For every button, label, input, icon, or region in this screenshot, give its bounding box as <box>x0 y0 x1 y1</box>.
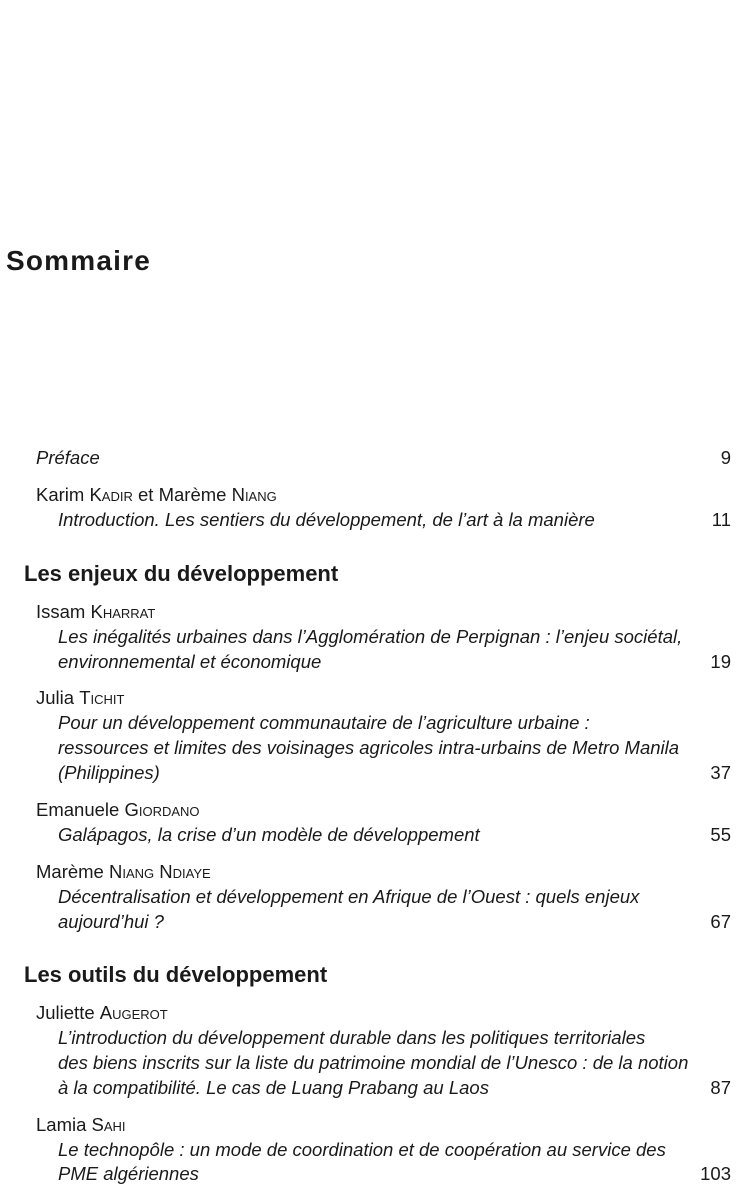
toc-entry-page: 19 <box>710 651 731 672</box>
author-first-name: Karim <box>36 484 85 505</box>
toc-entry-page: 103 <box>700 1163 731 1184</box>
toc-entry-author <box>36 859 211 884</box>
toc-entry-title-line: Les inégalités urbaines dans l’Agglomération de Perpignan : l’enjeu sociétal, <box>58 626 683 647</box>
toc-entry-title-line: Le technopôle : un mode de coordination et de coopération au service des <box>58 1139 666 1160</box>
toc-entry-title-line: ressources et limites des voisinages agricoles intra-urbains de Metro Manila <box>58 737 680 758</box>
toc-entry-page: 55 <box>710 824 731 845</box>
author-first-name: Julia <box>36 687 75 708</box>
author-first-name: Issam <box>36 601 86 622</box>
toc-entry-intro-page: 11 <box>711 509 731 530</box>
toc-entry-intro-title: Introduction. Les sentiers du développement, de l’art à la manière <box>58 509 595 530</box>
toc-entry-author <box>36 1112 126 1137</box>
author-conjunction: et <box>138 484 154 505</box>
page-title: Sommaire <box>6 245 151 276</box>
toc-entry-title-line: Décentralisation et développement en Afrique de l’Ouest : quels enjeux <box>58 886 640 907</box>
toc-entry-preface-title: Préface <box>36 447 100 468</box>
author-first-name: Lamia <box>36 1114 87 1135</box>
toc-entry-title-line: à la compatibilité. Le cas de Luang Prabang au Laos <box>58 1077 489 1098</box>
toc-entry-author <box>36 797 200 822</box>
toc-entry-title-line: (Philippines) <box>58 762 160 783</box>
toc-entry-author <box>36 599 155 624</box>
author-last-name: Sahi <box>91 1114 126 1135</box>
author-last-name: Niang Ndiaye <box>109 861 211 882</box>
toc-entry-page: 37 <box>710 762 731 783</box>
author-last-name: Kharrat <box>90 601 156 622</box>
toc-entry-title-line: Pour un développement communautaire de l’agriculture urbaine : <box>58 712 590 733</box>
toc-entry-title-line: Galápagos, la crise d’un modèle de développement <box>58 824 480 845</box>
author-last-name: Giordano <box>124 799 200 820</box>
toc-entry-author <box>36 1000 168 1025</box>
author-first-name: Marème <box>36 861 104 882</box>
author-last-name: Niang <box>231 484 277 505</box>
toc-entry-title-line: des biens inscrits sur la liste du patrimoine mondial de l’Unesco : de la notion <box>58 1052 689 1073</box>
author-first-name: Juliette <box>36 1002 95 1023</box>
section-heading: Les outils du développement <box>24 962 328 987</box>
author-first-name: Marème <box>158 484 227 505</box>
toc-entry-intro-authors <box>36 482 277 507</box>
toc-entry-title-line: environnemental et économique <box>58 651 322 672</box>
toc-entry-title-line: aujourd’hui ? <box>58 911 164 932</box>
toc-entry-page: 87 <box>710 1077 731 1098</box>
section-heading: Les enjeux du développement <box>24 561 339 586</box>
toc-entry-preface-page: 9 <box>720 447 731 468</box>
toc-entry-author <box>36 685 124 710</box>
toc-entry-title-line: PME algériennes <box>58 1163 199 1184</box>
author-last-name: Augerot <box>99 1002 168 1023</box>
author-first-name: Emanuele <box>36 799 120 820</box>
author-last-name: Tichit <box>79 687 125 708</box>
toc-entry-page: 67 <box>710 911 731 932</box>
author-last-name: Kadir <box>89 484 133 505</box>
toc-entry-title-line: L’introduction du développement durable dans les politiques territoriales <box>58 1027 646 1048</box>
